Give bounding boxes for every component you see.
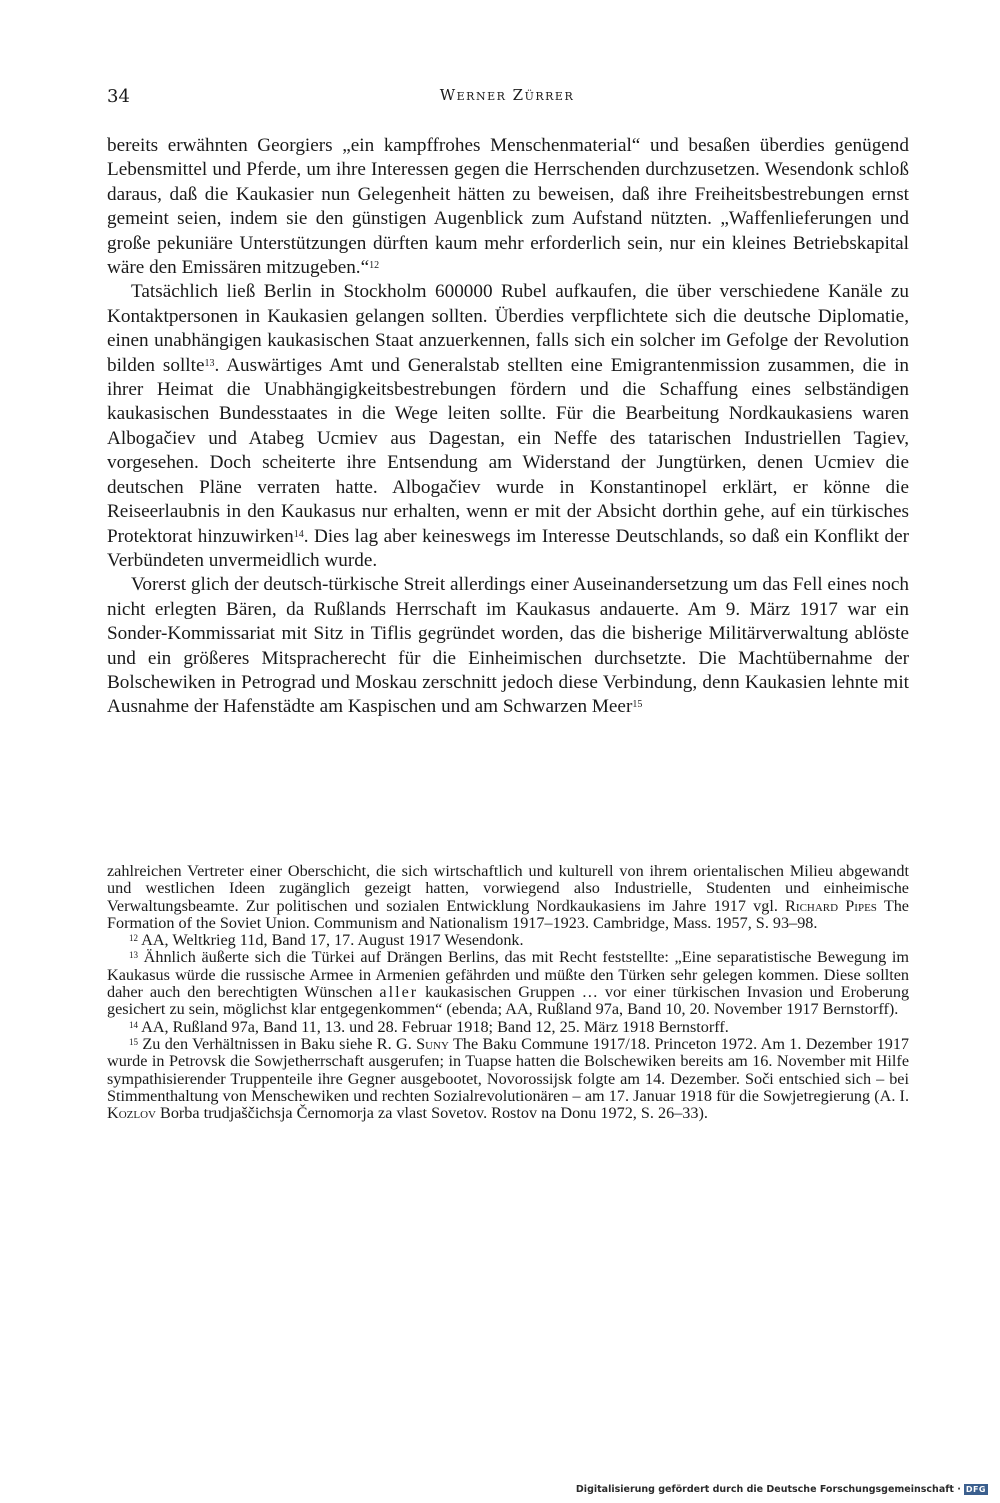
paragraph-2: Tatsächlich ließ Berlin in Stockholm 600000 Rubel aufkaufen, die über verschiedene Kanäle zu Kontaktpersonen in Kaukasien gelangen sollten. Überdies verpflichtete sich die deutsche Diplomatie, einen unabhängigen kaukasischen Staat anzuerkennen, falls sich ein solcher im Gefolge der Revolution bilden sollte$^{13}$. Auswärtiges Amt und Generalstab stellten eine Emigrantenmission zusammen, die in ihrer Heimat die Unabhängigkeitsbestrebungen fördern und die Schaffung eines selbständigen kaukasischen Bundesstaates in die Wege leiten sollte. Für die Bearbeitung Nordkaukasiens waren Albogačiev und Atabeg Ucmiev aus Dagestan, ein Neffe des tatarischen Industriellen Tagiev, vorgesehen. Doch scheiterte ihre Entsendung am Widerstand der Jungtürken, denen Ucmiev die deutschen Pläne verraten hatte. Albogačiev wurde in Konstantinopel erklärt, er könne die Reiseerlaubnis in den Kaukasus nur erhalten, wenn er mit der Absicht dorthin gehe, auf ein türkisches Protektorat hinzuwirken$^{14}$. Dies lag aber keineswegs im Interesse Deutschlands, so daß ein Konflikt der Verbündeten unvermeidlich wurde.	[107, 281, 910, 571]
author-name: Richard Pipes	[785, 896, 877, 915]
paragraph-1: bereits erwähnten Georgiers „ein kampffrohes Menschenmaterial“ und besaßen überdies genügend Lebensmittel und Pferde, um ihre Interessen gegen die Herrschenden durchzusetzen. Wesendonk schloß daraus, daß die Kaukasier nun Gelegenheit hätten zu beweisen, daß ihre Freiheitsbestrebungen ernst gemeint seien, indem sie den günstigen Augenblick zum Aufstand nützten. „Waffenlieferungen und große pekuniäre Unterstützungen dürften kaum mehr erforderlich sein, nur ein kleines Betriebskapital wäre den Emissären mitzugeben.“$^{12}$	[107, 135, 909, 279]
footnote-14: $^{14}$ AA, Rußland 97a, Band 11, 13. und 28. Februar 1918; Band 12, 25. März 1918 Bernstorff.	[129, 1017, 729, 1036]
page-header	[107, 86, 907, 108]
footnote-15: $^{15}$ Zu den Verhältnissen in Baku siehe R. G. Suny The Baku Commune 1917/18. Princeton 1972. Am 1. Dezember 1917 wurde in Petrovsk die Sowjetherrschaft ausgerufen; in Tuapse hatten die Bolschewiken bereits am 16. November mit Hilfe sympathisierender Truppenteile ihre Gegner ausgebootet, Novorossijsk folgte am 14. Dezember. Soči entschied sich – bei Stimmenthaltung von Menschewiken und rechten Sozialrevolutionären – am 17. Januar 1918 für die Sowjetregierung (A. I. Kozlov Borba trudjaščichsja Černomorja za vlast Sovetov. Rostov na Donu 1972, S. 26–33).	[107, 1034, 910, 1123]
author-name: Suny	[416, 1034, 449, 1053]
credit-text: Digitalisierung gefördert durch die Deutsche Forschungsgemeinschaft ·	[575, 1484, 961, 1495]
footnote-ref-15: 15	[632, 699, 643, 711]
footnotes	[107, 863, 909, 1122]
footnote-continuation: zahlreichen Vertreter einer Oberschicht, die sich wirtschaftlich und kulturell von ihrem orientalischen Milieu abgewandt und westlichen Ideen zugänglich gezeigt hatten, vorwiegend also Industrielle, Studenten und einheimische Verwaltungsbeamte. Zur politischen und sozialen Entwicklung Nordkaukasiens im Jahre 1917 vgl. Richard Pipes The Formation of the Soviet Union. Communism and Nationalism 1917–1923. Cambridge, Mass. 1957, S. 93–98.	[107, 862, 909, 932]
dfg-logo: DFG	[965, 1485, 986, 1494]
body-text	[107, 134, 909, 720]
paragraph-3: Vorerst glich der deutsch-türkische Streit allerdings einer Auseinandersetzung um das Fell eines noch nicht erlegten Bären, da Rußlands Herrschaft im Kaukasus andauerte. Am 9. März 1917 war ein Sonder-Kommissariat mit Sitz in Tiflis gegründet worden, das die bisherige Militärverwaltung ablöste und ein größeres Mitspracherecht für die Einheimischen durchsetzte. Die Machtübernahme der Bolschewiken in Petrograd und Moskau zerschnitt jedoch diese Verbindung, denn Kaukasien lehnte mit Ausnahme der Hafenstädte am Kaspischen und am Schwarzen Meer$^{15}$	[107, 574, 909, 718]
page-number: 34	[107, 86, 130, 107]
author-name: Kozlov	[107, 1104, 156, 1123]
running-head: Werner Zürrer	[439, 86, 575, 104]
footnote-13: $^{13}$ Ähnlich äußerte sich die Türkei auf Drängen Berlins, das mit Recht feststellte: „Eine separatistische Bewegung im Kaukasus würde die russische Armee in Armenien gefährden und müßte den Türken sehr gelegen kommen. Diese sollten daher auch den berechtigten Wünschen aller kaukasischen Gruppen … vor einer türkischen Invasion und Eroberung gesichert zu sein, möglichst klar entgegenkommen“ (ebenda; AA, Rußland 97a, Band 10, 20. November 1917 Bernstorff).	[107, 948, 910, 1019]
footnote-ref-14: 14	[293, 528, 304, 540]
digitization-credit	[576, 1484, 988, 1495]
footnote-ref-12: 12	[369, 260, 380, 272]
footnote-ref-13: 13	[204, 357, 215, 369]
footnote-12: $^{12}$ AA, Weltkrieg 11d, Band 17, 17. August 1917 Wesendonk.	[129, 931, 524, 950]
